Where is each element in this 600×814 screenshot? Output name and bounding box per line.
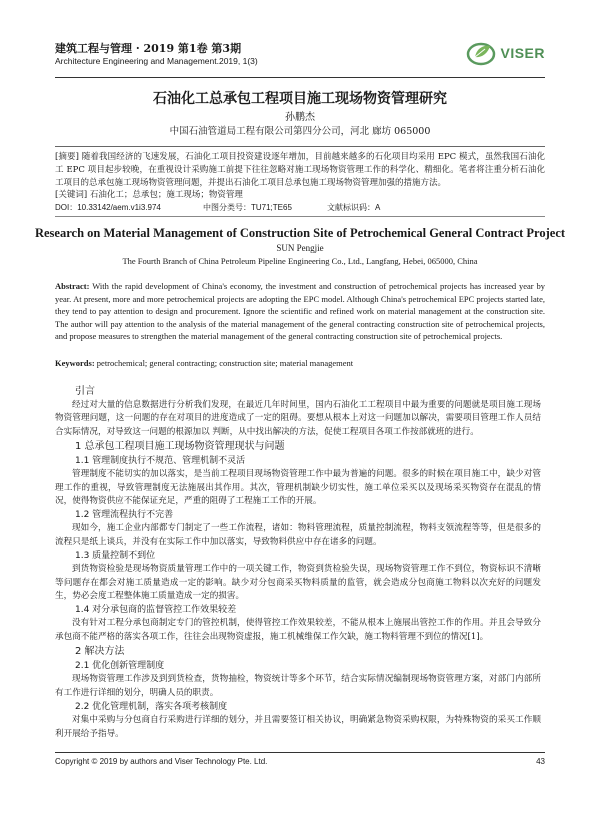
paragraph-1-2: 现如今，施工企业内部都专门制定了一些工作流程，诸如：物料管理流程，质量控制流程，物料支领流程等等，但是很多的流程只是纸上谈兵，并没有在实际工作中加以落实，导致物料供应中存在诸多的问题。 xyxy=(55,523,541,547)
paragraph-intro: 经过对大量的信息数据进行分析我们发现，在最近几年时间里，国内石油化工工程项目中最为重要的问题就是项目施工现场物资管理问题，这一问题的存在对项目的进度造成了一定的阻碍。要想从根本上对这一问题加以解决，需要项目管理工作人员结合实际情况，对导致这一问题的根源加以 判断，从中找出解决的方法，促使工程项目各项工作按部就班的进行。 xyxy=(55,400,541,437)
article-title-en: Research on Material Management of Construction Site of Petrochemical General Contract Project xyxy=(34,226,566,240)
author-name-en: SUN Pengjie xyxy=(276,243,324,253)
paragraph-1-4: 没有针对工程分承包商制定专门的管控机制，使得管控工作效果较差，不能从根本上施展出管控工作的作用。并且会导致分承包商不能严格的落实各项工作，往往会出现物资虚报，施工机械维保工作欠缺，施工物料管理不到位的情况[1]。 xyxy=(55,618,541,642)
author-affiliation-cn: 中国石油管道局工程有限公司第四分公司，河北 廊坊 065000 xyxy=(169,126,431,137)
subsection-heading-1-4: 1.4 对分承包商的监督管控工作效果较差 xyxy=(75,605,237,616)
journal-header xyxy=(55,40,545,76)
article-meta xyxy=(55,202,545,214)
article-title-cn: 石油化工总承包工程项目施工现场物资管理研究 xyxy=(153,91,447,107)
section-heading-1: 1 总承包工程项目施工现场物资管理现状与问题 xyxy=(75,441,285,453)
author-name-cn: 孙鹏杰 xyxy=(285,112,315,123)
meta-divider xyxy=(55,216,545,217)
journal-name-en: Architecture Engineering and Management.2019, 1(3) xyxy=(55,56,258,66)
document-code: 文献标识码：A xyxy=(327,203,381,212)
abstract-label: Abstract: xyxy=(55,281,90,291)
paragraph-1-3: 到货物资检验是现场物资质量管理工作中的一项关键工作，物资到货检验失误，现场物资管理工作不到位，物资标识不清晰等问题存在都会对施工质量造成一定的影响。缺少对分包商采买物料质量的监管，就会造成分包商施工物料以次充好的问题发生，势必会度工程整体施工质量造成一定的损害。 xyxy=(55,564,541,602)
abstract-text: With the rapid development of China's economy, the investment and construction of petrochemical projects has increased year by year. At present, more and more petrochemical projects are adopting the EPC model. Although China's petrochemical EPC projects started late, they tend to pay attention to design and procurement. Ignore the scientific and refined work on material management at the construction site. The author will pay attention to the analysis of the material management of the general contracting construction site of petrochemical projects, and propose measures to strengthen the material management of the general contracting construction site of petrochemical projects. xyxy=(55,281,545,341)
classification-number: 中图分类号：TU71;TE65 xyxy=(203,203,292,212)
copyright-notice: Copyright © 2019 by authors and Viser Technology Pte. Ltd. xyxy=(55,757,268,766)
keywords-cn: [关键词] 石油化工；总承包；施工现场；物资管理 xyxy=(55,190,243,200)
subsection-heading-1-2: 1.2 管理流程执行不完善 xyxy=(75,510,174,521)
subsection-heading-2-2: 2.2 优化管理机制，落实各项考核制度 xyxy=(75,702,228,713)
subsection-heading-1-3: 1.3 质量控制不到位 xyxy=(75,551,156,562)
abstract-en xyxy=(55,280,545,343)
keywords-label: Keywords: xyxy=(55,358,95,368)
section-heading-intro: 引言 xyxy=(75,386,95,397)
author-affiliation-en: The Fourth Branch of China Petroleum Pipeline Engineering Co., Ltd., Langfang, Hebei, 065000, China xyxy=(122,256,478,266)
viser-leaf-icon xyxy=(466,40,496,66)
publisher-logo xyxy=(466,40,545,66)
section-heading-2: 2 解决方法 xyxy=(75,646,125,658)
article-body xyxy=(55,384,545,741)
abstract-cn: [摘要] 随着我国经济的飞速发展，石油化工项目投资建设逐年增加，目前越来越多的石化项目均采用 EPC 模式，虽然我国石油化工 EPC 项目起步较晚，在重视设计采购施工前提下往往忽略对施工现场物资管理工作的科学化、精细化。笔者将注重分析石油化工项目的总承包施工现场物资管理问题，并提出石油化工项目总承包施工现场物资管理加强的措施方法。 xyxy=(55,152,545,188)
paragraph-2-1: 现场物资管理工作涉及到到货检查，货物抽检，物资统计等多个环节，结合实际情况编制现场物资管理方案，对部门内部所有工作进行详细的划分，明确人员的职责。 xyxy=(55,674,541,698)
paragraph-1-1: 管理制度不能切实的加以落实，是当前工程项目现场物资管理工作中最为普遍的问题。很多的时候在项目施工中，缺少对管理工作的重视，导致管理制度无法施展出其作用。其次，管理机制缺少切实性，施工单位采买以及现场采买物资存在混乱的情况，使得物资供应不能保证充足，严重的阻碍了工程施工工作的开展。 xyxy=(55,469,541,507)
publisher-name: VISER xyxy=(500,45,545,61)
subsection-heading-2-1: 2.1 优化创新管理制度 xyxy=(75,661,165,672)
paragraph-2-2: 对集中采购与分包商自行采购进行详细的划分，并且需要签订相关协议，明确紧急物资采购权限，为特殊物资的采买工作顺利开展给予指导。 xyxy=(55,715,541,739)
title-divider xyxy=(55,146,545,147)
journal-name-cn: 建筑工程与管理 · 2019 第1卷 第3期 xyxy=(55,42,242,55)
header-divider xyxy=(55,77,545,78)
footer-divider xyxy=(55,752,545,753)
doi: DOI：10.33142/aem.v1i3.974 xyxy=(55,203,161,212)
keywords-en xyxy=(55,358,545,368)
subsection-heading-1-1: 1.1 管理制度执行不规范、管理机制不灵活 xyxy=(75,456,246,467)
keywords-text: petrochemical; general contracting; construction site; material management xyxy=(96,358,354,368)
page-number: 43 xyxy=(536,757,545,766)
